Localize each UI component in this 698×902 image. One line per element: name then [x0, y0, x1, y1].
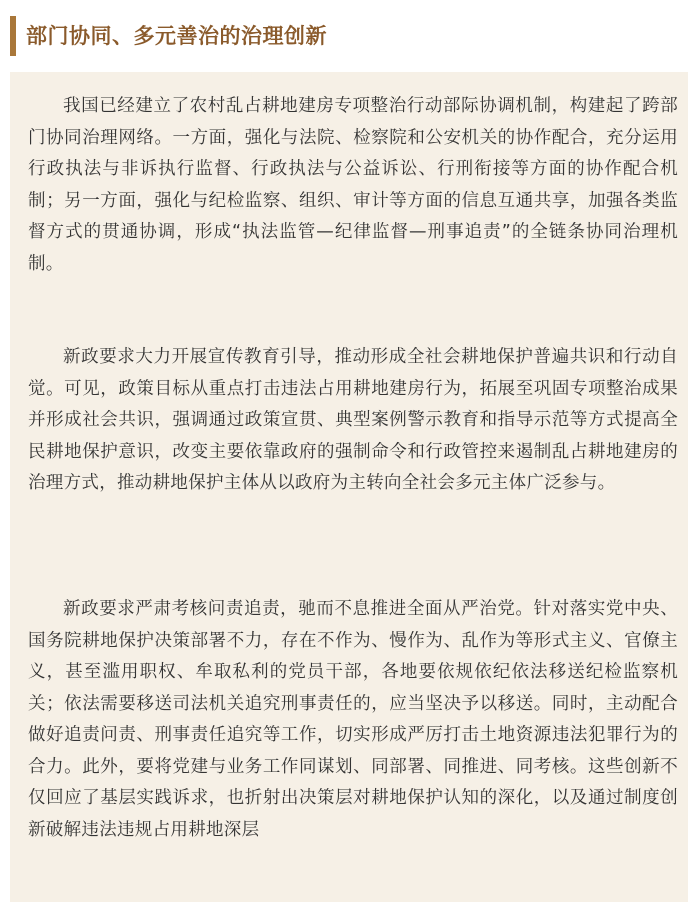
- section-title: 部门协同、多元善治的治理创新: [26, 24, 327, 48]
- paragraph-1: 我国已经建立了农村乱占耕地建房专项整治行动部际协调机制，构建起了跨部门协同治理网络。一方面，强化与法院、检察院和公安机关的协作配合，充分运用行政执法与非诉执行监督、行政执法与公益诉讼、行刑衔接等方面的协作配合机制；另一方面，强化与纪检监察、组织、审计等方面的信息互通共享，加强各类监督方式的贯通协调，形成“执法监管—纪律监督—刑事追责”的全链条协同治理机制。: [28, 96, 678, 274]
- paragraph-3: 新政要求严肃考核问责追责，驰而不息推进全面从严治党。针对落实党中央、国务院耕地保护决策部署不力，存在不作为、慢作为、乱作为等形式主义、官僚主义，甚至滥用职权、牟取私利的党员干部，各地要依规依纪依法移送纪检监察机关；依法需要移送司法机关追究刑事责任的，应当坚决予以移送。同时，主动配合做好追责问责、刑事责任追究等工作，切实形成严厉打击土地资源违法犯罪行为的合力。此外，要将党建与业务工作同谋划、同部署、同推进、同考核。这些创新不仅回应了基层实践诉求，也折射出决策层对耕地保护认知的深化，以及通过制度创新破解违法违规占用耕地深层: [28, 599, 678, 840]
- article-body: [10, 72, 688, 902]
- heading-accent-bar: [10, 16, 16, 56]
- paragraph-2: 新政要求大力开展宣传教育引导，推动形成全社会耕地保护普遍共识和行动自觉。可见，政策目标从重点打击违法占用耕地建房行为，拓展至巩固专项整治成果并形成社会共识，强调通过政策宣贯、典型案例警示教育和指导示范等方式提高全民耕地保护意识，改变主要依靠政府的强制命令和行政管控来遏制乱占耕地建房的治理方式，推动耕地保护主体从以政府为主转向全社会多元主体广泛参与。: [28, 347, 678, 493]
